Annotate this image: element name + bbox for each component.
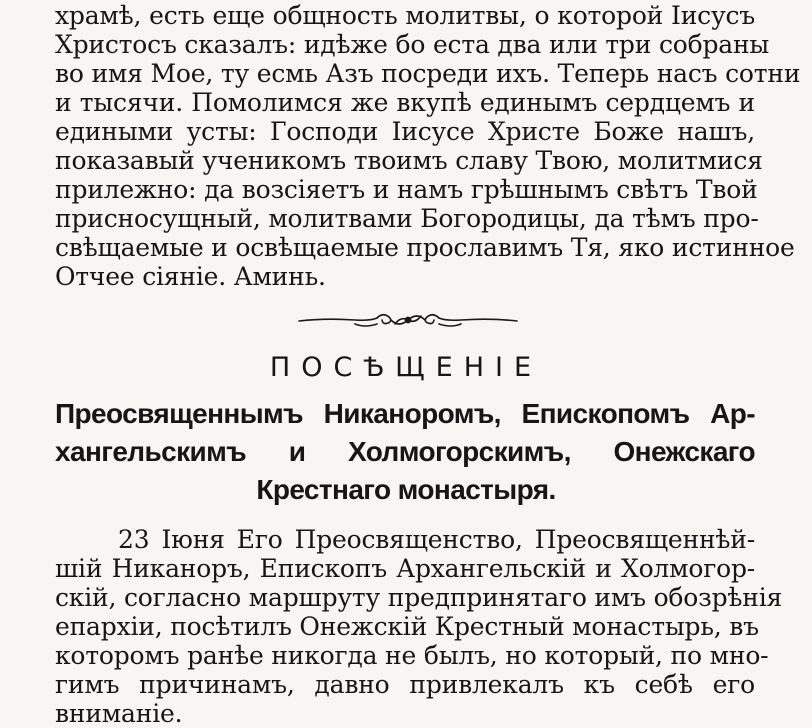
paragraph2-line: шій Никаноръ, Епископъ Архангельскій и Холмогор- bbox=[55, 554, 755, 583]
paragraph1-line: показавый ученикомъ твоимъ славу Твою, молитмися bbox=[55, 146, 763, 175]
paragraph1-line: присносущный, молитвами Богородицы, да тѣмъ про- bbox=[55, 204, 759, 233]
decorative-divider-icon bbox=[295, 306, 521, 334]
section-title: ПОСѢЩЕНІЕ bbox=[269, 352, 543, 383]
paragraph1-line: храмѣ, есть еще общность молитвы, о которой Іисусъ bbox=[55, 1, 755, 30]
paragraph1-line: во имя Мое, ту есмь Азъ посреди ихъ. Теперь насъ сотни bbox=[55, 59, 801, 88]
paragraph1-line: едиными усты: Господи Іисусе Христе Боже нашъ, bbox=[55, 117, 755, 146]
paragraph1-line: и тысячи. Помолимся же вкупѣ единымъ сердцемъ и bbox=[55, 88, 755, 117]
paragraph2-line: гимъ причинамъ, давно привлекалъ къ себѣ его bbox=[55, 670, 755, 699]
paragraph2-last-line: вниманіе. bbox=[55, 699, 183, 728]
paragraph1-line: Христосъ сказалъ: идѣже бо еста два или три собраны bbox=[55, 30, 770, 59]
paragraph2-line: епархіи, посѣтилъ Онежскій Крестный монастырь, въ bbox=[55, 612, 759, 641]
paragraph1-line: прилежно: да возсіяетъ и намъ грѣшнымъ свѣтъ Твой bbox=[55, 175, 758, 204]
paragraph1-line: свѣщаемые и освѣщаемые прославимъ Тя, яко истинное bbox=[55, 233, 795, 262]
section-subtitle-line: Крестнаго монастыря. bbox=[256, 474, 556, 505]
section-subtitle-line: хангельскимъ и Холмогорскимъ, Онежскаго bbox=[55, 436, 755, 467]
paragraph2-first-line: 23 Іюня Его Преосвященство, Преосвященнѣй- bbox=[118, 525, 755, 554]
paragraph1-last-line: Отчее сіяніе. Аминь. bbox=[55, 262, 326, 291]
paragraph2-line: скій, согласно маршруту предпринятаго имъ обозрѣнія bbox=[55, 583, 783, 612]
section-subtitle-line: Преосвященнымъ Никаноромъ, Епископомъ Ар- bbox=[55, 398, 755, 429]
paragraph2-line: которомъ ранѣе никогда не былъ, но который, по мно- bbox=[55, 641, 769, 670]
